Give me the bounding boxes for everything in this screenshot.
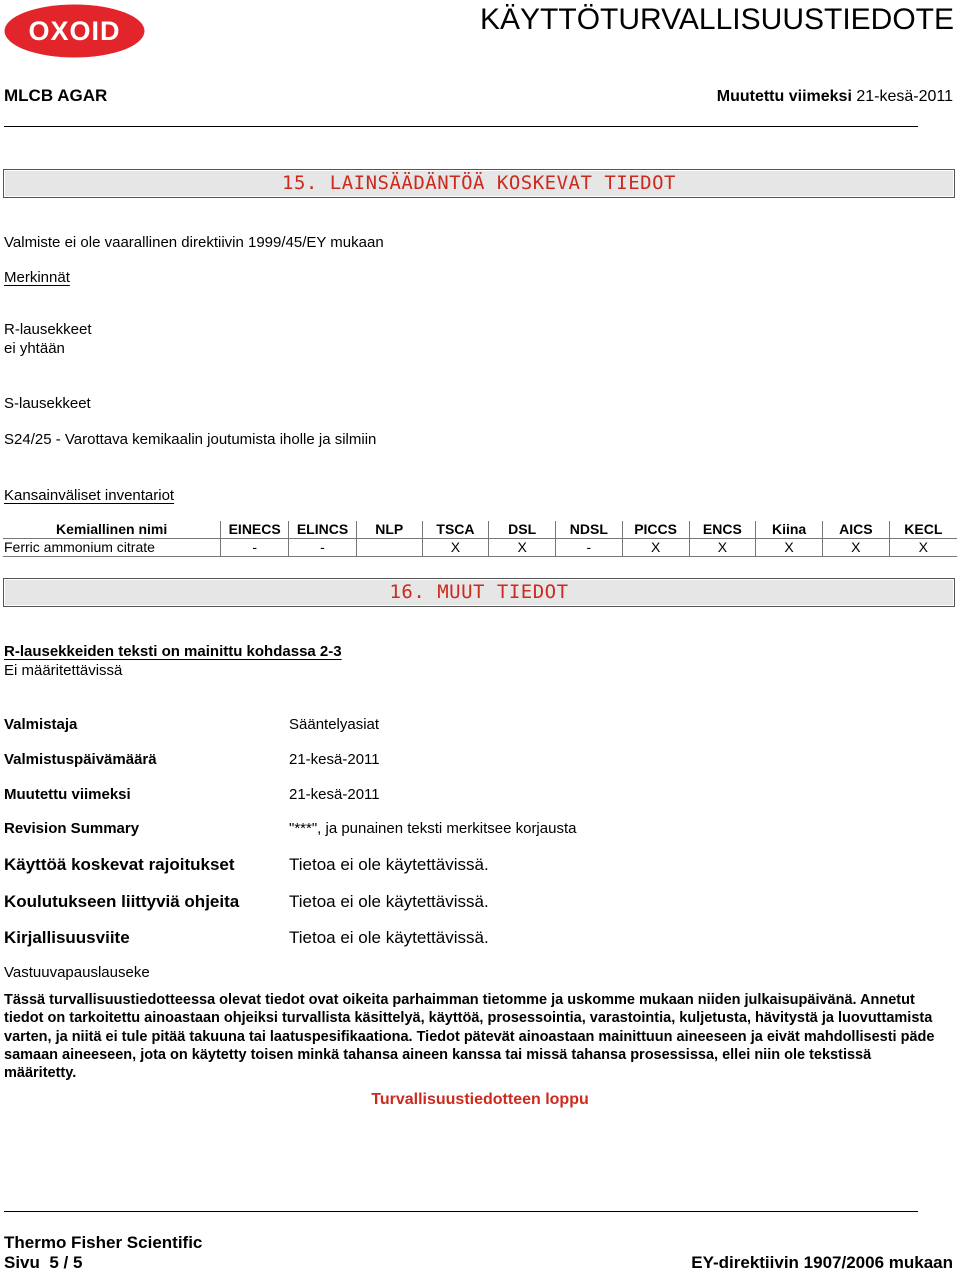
inventory-header-row (3, 521, 957, 539)
col-kiina: Kiina (756, 521, 823, 539)
table-cell: X (889, 539, 957, 557)
training-label: Koulutukseen liittyviä ohjeita (4, 892, 240, 911)
table-cell: X (822, 539, 889, 557)
training-value: Tietoa ei ole käytettävissä. (289, 892, 489, 911)
section-16-title: 16. MUUT TIEDOT (3, 578, 955, 607)
references-value: Tietoa ei ole käytettävissä. (289, 928, 489, 947)
table-cell: X (422, 539, 489, 557)
r-text-heading: R-lausekkeiden teksti on mainittu kohdassa 2-3 (4, 643, 342, 660)
labels-heading: Merkinnät (4, 269, 70, 286)
footer-divider (4, 1211, 918, 1212)
prep-date-label: Valmistuspäivämäärä (4, 751, 157, 768)
table-cell: X (756, 539, 823, 557)
col-tsca: TSCA (422, 521, 489, 539)
header-revised-date: 21-kesä-2011 (856, 88, 953, 105)
header-revised-line (717, 87, 953, 107)
manufacturer-label: Valmistaja (4, 716, 78, 733)
section-15-title: 15. LAINSÄÄDÄNTÖÄ KOSKEVAT TIEDOT (3, 169, 955, 198)
table-row (3, 539, 957, 557)
r-text-value: Ei määritettävissä (4, 662, 123, 679)
oxoid-logo (3, 3, 146, 59)
header-revised-label: Muutettu viimeksi (716, 88, 852, 105)
col-dsl: DSL (489, 521, 556, 539)
sds-end-marker: Turvallisuustiedotteen loppu (371, 1091, 589, 1108)
manufacturer-value: Sääntelyasiat (289, 716, 380, 733)
footer-company: Thermo Fisher Scientific (4, 1233, 203, 1252)
header-divider (4, 126, 918, 127)
s-phrases-heading: S-lausekkeet (4, 395, 91, 412)
inventory-table (3, 521, 957, 557)
col-nlp: NLP (356, 521, 422, 539)
classification-statement: Valmiste ei ole vaarallinen direktiivin 1999/45/EY mukaan (4, 234, 384, 251)
table-cell: Ferric ammonium citrate (3, 539, 221, 557)
table-cell: - (221, 539, 289, 557)
page-number: Sivu 5 / 5 (4, 1253, 83, 1272)
logo-text: OXOID (28, 16, 121, 46)
revision-summary-value: "***", ja punainen teksti merkitsee korjausta (289, 820, 577, 837)
table-cell: - (289, 539, 357, 557)
table-cell: X (689, 539, 756, 557)
col-chemical-name: Kemiallinen nimi (3, 521, 221, 539)
inventories-heading: Kansainväliset inventariot (4, 487, 175, 504)
col-encs: ENCS (689, 521, 756, 539)
col-aics: AICS (822, 521, 889, 539)
col-elincs: ELINCS (289, 521, 357, 539)
table-cell: X (489, 539, 556, 557)
table-cell: - (555, 539, 622, 557)
r-phrases-value: ei yhtään (4, 340, 65, 357)
revised-value: 21-kesä-2011 (289, 786, 380, 803)
table-cell (356, 539, 422, 557)
col-kecl: KECL (889, 521, 957, 539)
disclaimer-text: Tässä turvallisuustiedotteessa olevat tiedot ovat oikeita parhaimman tietomme ja uskomme mukaan niiden julkaisupäivänä. Annetut tiedot on tarkoitettu ainoastaan ohjeiksi turvallista käsittelyä, käyttöä, prosessointia, varastointia, kuljetusta, hävitystä ja luovuttamista varten, ja niitä ei tule pitää takuuna tai laatuspesifikaationa. Tiedot pätevät ainoastaan mainittuun aineeseen ja eivät mahdollisesti päde samaan aineeseen, jota on käytetty toisen minkä tahansa aineen kanssa tai missä tahansa prosessissa, ellei niin ole tekstissä määritetty. (4, 992, 935, 1082)
col-ndsl: NDSL (555, 521, 622, 539)
use-restrictions-value: Tietoa ei ole käytettävissä. (289, 855, 489, 874)
product-name: MLCB AGAR (4, 86, 108, 105)
col-einecs: EINECS (221, 521, 289, 539)
r-phrases-heading: R-lausekkeet (4, 321, 92, 338)
use-restrictions-label: Käyttöä koskevat rajoitukset (4, 855, 235, 874)
table-cell: X (622, 539, 689, 557)
disclaimer-label: Vastuuvapauslauseke (4, 964, 150, 981)
prep-date-value: 21-kesä-2011 (289, 751, 380, 768)
references-label: Kirjallisuusviite (4, 928, 130, 947)
footer-regulation: EY-direktiivin 1907/2006 mukaan (691, 1253, 953, 1272)
revised-label: Muutettu viimeksi (4, 786, 131, 803)
revision-summary-label: Revision Summary (4, 820, 140, 837)
s-phrases-value: S24/25 - Varottava kemikaalin joutumista iholle ja silmiin (4, 431, 377, 448)
document-title: KÄYTTÖTURVALLISUUSTIEDOTE (480, 3, 954, 36)
col-piccs: PICCS (622, 521, 689, 539)
